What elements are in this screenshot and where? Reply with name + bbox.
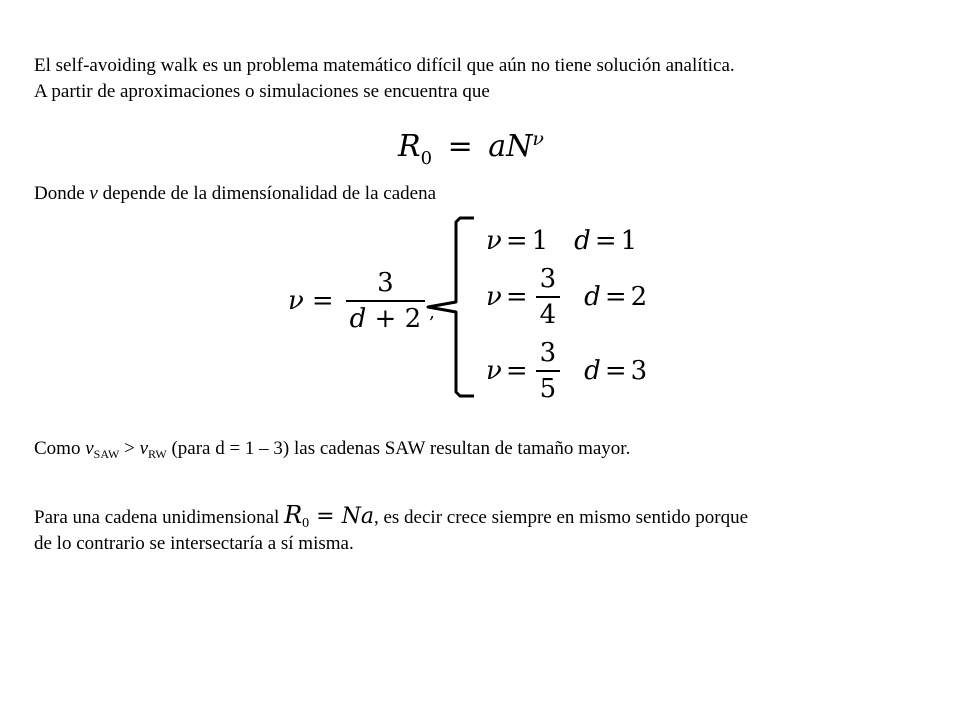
case3-nu: ν [486,356,502,386]
como-gt: > [119,438,140,459]
eq2-fraction [346,268,426,334]
case2-num: 3 [539,264,557,294]
donde-before: Donde [34,183,90,204]
como-after: (para d = 1 – 3) las cadenas SAW resultan de tamaño mayor. [166,438,631,459]
case2-nu: ν [486,282,502,312]
case2-den: 4 [536,296,561,330]
donde-nu: ν [89,183,98,204]
case1-d: d [574,226,591,256]
case-d3 [486,338,647,404]
eq2-den [346,300,426,334]
eq1-rhs-exp: ν [532,128,544,150]
case1-deq: = [594,226,617,256]
donde-after: depende de la dimensíonalidad de la cadena [97,183,437,204]
case3-deq: = [604,356,627,386]
eq1-lhs-sub: 0 [420,148,433,169]
intro-line-1: El self-avoiding walk es un problema matemático difícil que aún no tiene solución analítica. [34,55,735,76]
case2-deq: = [604,282,627,312]
como-line [34,436,630,463]
case2-d: d [584,282,601,312]
para-eq: = [309,504,342,529]
case1-nu: ν [486,226,502,256]
como-sub-saw: SAW [93,447,120,461]
donde-line [34,181,436,207]
case3-dval: 3 [630,356,648,386]
intro-line-2: A partir de aproximaciones o simulaciones se encuentra que [34,81,490,102]
case2-dval: 2 [630,282,648,312]
equation-r0-power-law [398,128,544,169]
case3-d: d [584,356,601,386]
case2-eq: = [505,282,528,312]
para-R-sub: 0 [302,516,310,531]
left-brace-icon [420,214,480,400]
como-before: Como [34,438,86,459]
case1-eq: = [505,226,528,256]
para-rhs: Na [341,504,374,529]
para-R: R [284,501,303,529]
como-sub-rw: RW [148,447,167,461]
case3-den: 5 [536,370,561,404]
para-after: , es decir crece siempre en mismo sentido porque [373,507,749,528]
eq1-rhs: aN [488,129,533,164]
case1-dval: 1 [620,226,638,256]
case3-fraction [536,338,561,404]
case-d2 [486,264,647,330]
para-line-2: de lo contrario se intersectaría a sí misma. [34,533,354,554]
case3-eq: = [505,356,528,386]
eq2-den-var: d [349,304,367,334]
eq1-lhs: R [398,129,421,164]
eq1-equals: = [447,129,473,164]
case3-num: 3 [539,338,557,368]
eq2-den-rest: + 2 [366,304,422,334]
equation-nu-general [288,268,435,334]
eq2-equals: = [311,286,334,316]
como-nu-rw: ν [139,438,149,459]
para-line-1 [34,502,748,533]
eq2-comma: , [429,301,435,323]
eq2-nu: ν [288,286,304,316]
case1-value: 1 [531,226,549,256]
case2-fraction [536,264,561,330]
como-nu-saw: ν [85,438,94,459]
eq2-num: 3 [377,268,394,298]
case-d1 [486,226,637,256]
para-before: Para una cadena unidimensional [34,507,285,528]
